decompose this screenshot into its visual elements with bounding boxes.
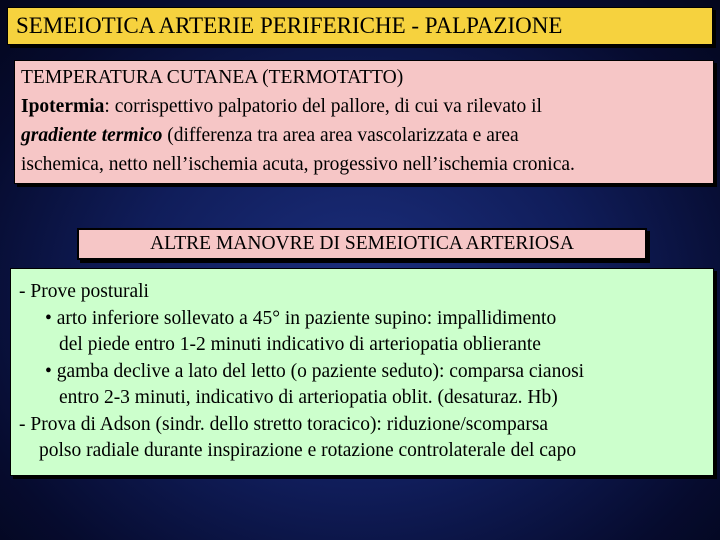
slide-title: SEMEIOTICA ARTERIE PERIFERICHE - PALPAZIONE	[7, 7, 713, 45]
adson-test-item: - Prova di Adson (sindr. dello stretto toracico): riduzione/scomparsa	[19, 413, 549, 435]
temperature-section	[14, 60, 714, 184]
gradient-description: (differenza tra area area vascolarizzata e area	[162, 125, 519, 146]
hypothermia-term: Ipotermia	[21, 96, 105, 117]
hypothermia-line	[21, 92, 713, 121]
hypothermia-description: : corrispettivo palpatorio del pallore, di cui va rilevato il	[104, 96, 542, 117]
leg-dependent-bullet: • gamba declive a lato del letto (o paziente seduto): comparsa cianosi	[45, 360, 585, 382]
postural-tests-item: - Prove posturali	[19, 281, 149, 302]
adson-test-item-cont: polso radiale durante inspirazione e rotazione controlaterale del capo	[39, 440, 577, 461]
leg-dependent-bullet-cont: entro 2-3 minuti, indicativo di arteriopatia oblit. (desaturaz. Hb)	[59, 387, 558, 408]
temperature-heading: TEMPERATURA CUTANEA (TERMOTATTO)	[21, 67, 404, 88]
gradient-term: gradiente termico	[21, 125, 163, 146]
leg-raised-bullet: • arto inferiore sollevato a 45° in paziente supino: impallidimento	[45, 307, 557, 329]
maneuvers-title: ALTRE MANOVRE DI SEMEIOTICA ARTERIOSA	[77, 228, 647, 260]
gradient-line	[21, 121, 713, 150]
ischemia-line: ischemica, netto nell’ischemia acuta, progessivo nell’ischemia cronica.	[21, 154, 575, 175]
maneuvers-section	[10, 268, 714, 476]
leg-raised-bullet-cont: del piede entro 1-2 minuti indicativo di arteriopatia oblierante	[59, 334, 541, 355]
